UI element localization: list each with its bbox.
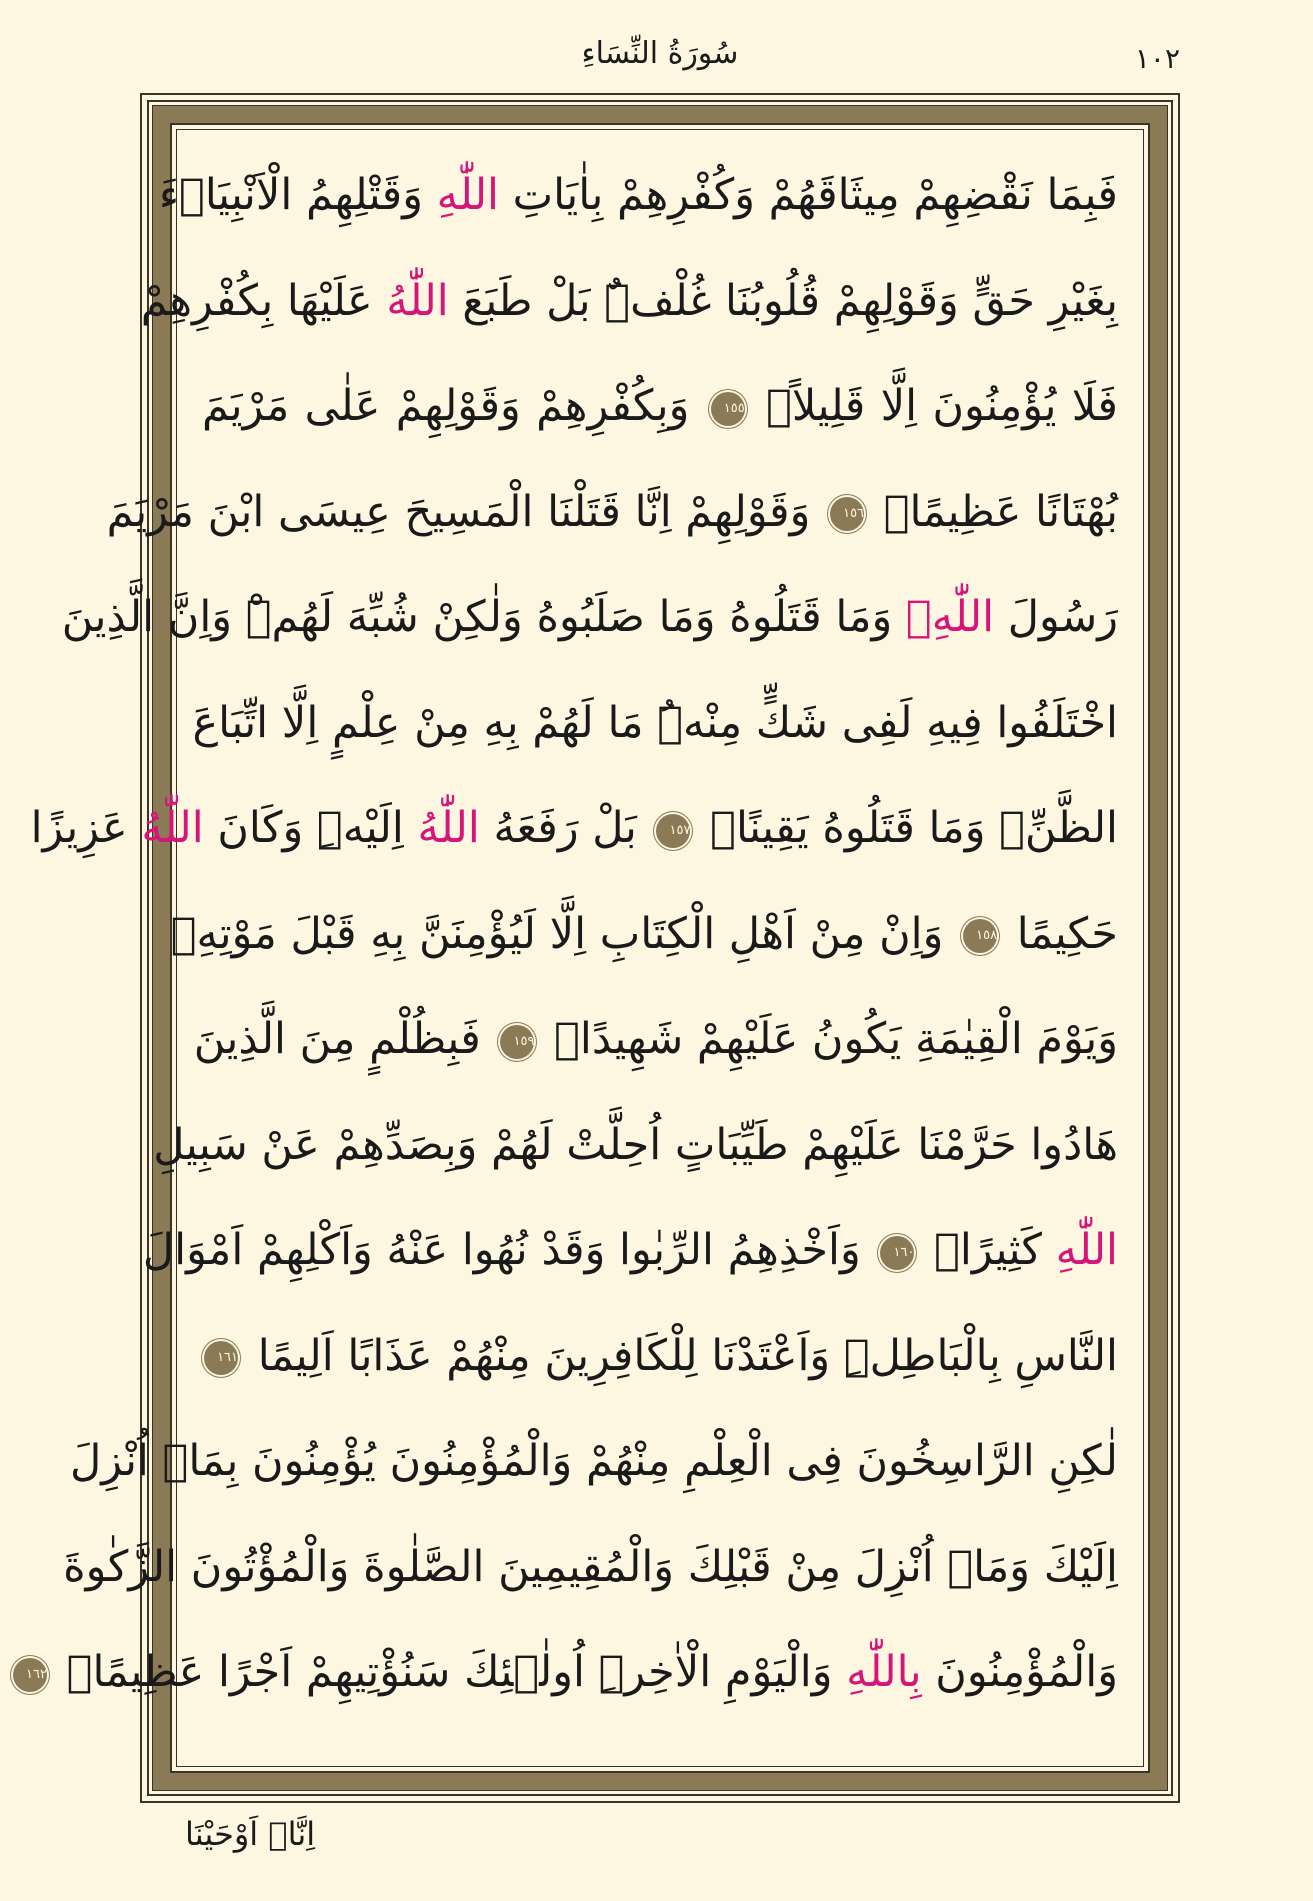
ayah-number-marker: ١٥٥ — [711, 392, 745, 426]
ayah-number-marker: ١٥٨ — [963, 919, 997, 953]
divine-name: اللّٰهُ — [386, 275, 449, 326]
catchword: اِنَّاۤ اَوْحَيْنَا — [185, 1815, 316, 1853]
verse-text: اِلَيْهِۜ وَكَانَ — [203, 803, 418, 853]
verse-text: وَقَوْلِهِمْ اِنَّا قَتَلْنَا الْمَسِيحَ عِيسَى ابْنَ مَرْيَمَ — [106, 486, 825, 537]
verse-text: النَّاسِ بِالْبَاطِلِۜ وَاَعْتَدْنَا لِلْكَافِرِينَ مِنْهُمْ عَذَابًا اَلِيمًا — [244, 1330, 1118, 1381]
text-line — [142, 1210, 1118, 1290]
verse-text: عَلَيْهَا بِكُفْرِهِمْ — [140, 275, 387, 326]
verse-text: الظَّنِّۚ وَمَا قَتَلُوهُ يَقِينًاۙ — [696, 803, 1118, 853]
text-line — [30, 788, 1118, 868]
verse-text: ۚ وَمَا قَتَلُوهُ وَمَا صَلَبُوهُ وَلٰكِنْ شُبِّهَ لَهُمْۜ وَاِنَّ الَّذِينَ — [61, 592, 906, 642]
surah-title: سُورَةُ النِّسَاءِ — [581, 36, 739, 71]
verse-text: حَكِيمًا — [1003, 908, 1118, 959]
verse-text: وَيَوْمَ الْقِيٰمَةِ يَكُونُ عَلَيْهِمْ شَهِيدًاۚ — [540, 1014, 1118, 1064]
divine-name: اللّٰهُ — [417, 803, 480, 853]
verse-text: وَاِنْ مِنْ اَهْلِ الْكِتَابِ اِلَّا لَيُؤْمِنَنَّ بِهِ قَبْلَ مَوْتِهِۚ — [170, 908, 958, 959]
verse-text: اخْتَلَفُوا فِيهِ لَفِى شَكٍّ مِنْهُۜ مَا لَهُمْ بِهِ مِنْ عِلْمٍ اِلَّا اتِّبَاعَ — [192, 697, 1118, 748]
verse-text: وَالْيَوْمِ الْاٰخِرِۜ اُولٰۤئِكَ سَنُؤْتِيهِمْ اَجْرًا عَظِيمًاࣖ — [52, 1647, 847, 1697]
text-line — [153, 1105, 1118, 1185]
ayah-number-marker: ١٥٩ — [500, 1025, 534, 1059]
text-line — [170, 894, 1118, 974]
text-line — [202, 366, 1118, 446]
divine-name: اللّٰهِ — [905, 592, 995, 642]
verse-text: بَلْ رَفَعَهُ — [479, 803, 651, 853]
verse-text: كَثِيرًاۙ — [920, 1225, 1056, 1275]
ayah-number-marker: ١٦٢ — [13, 1658, 47, 1692]
text-line — [70, 1421, 1118, 1501]
divine-name: بِاللّٰهِ — [846, 1647, 922, 1697]
divine-name: اللّٰهِ — [1055, 1225, 1118, 1275]
verse-text: فَلَا يُؤْمِنُونَ اِلَّا قَلِيلاًۖ — [750, 381, 1118, 431]
ayah-number-marker: ١٥٦ — [830, 497, 864, 531]
ayah-number-marker: ١٥٧ — [656, 814, 690, 848]
verse-text: عَزِيزًا — [30, 803, 142, 853]
verse-text: وَاَخْذِهِمُ الرِّبٰوا وَقَدْ نُهُوا عَنْهُ وَاَكْلِهِمْ اَمْوَالَ — [142, 1225, 875, 1275]
divine-name: اللّٰهِ — [436, 170, 499, 220]
text-line — [106, 472, 1118, 552]
verse-text: فَبِظُلْمٍ مِنَ الَّذِينَ — [193, 1014, 495, 1064]
text-line — [140, 261, 1118, 341]
ayah-number-marker: ١٦٠ — [880, 1236, 914, 1270]
quran-text-block — [26, 155, 1118, 1741]
text-line — [192, 683, 1118, 763]
text-line — [26, 1632, 1118, 1712]
page-number: ١٠٢ — [1134, 42, 1180, 75]
verse-text: وَالْمُؤْمِنُونَ — [921, 1647, 1118, 1697]
verse-text: اِلَيْكَ وَمَاۤ اُنْزِلَ مِنْ قَبْلِكَ وَالْمُقِيمِينَ الصَّلٰوةَ وَالْمُؤْتُونَ الزَّكٰوةَ — [63, 1541, 1118, 1592]
text-line — [158, 155, 1118, 235]
verse-text: لٰكِنِ الرَّاسِخُونَ فِى الْعِلْمِ مِنْهُمْ وَالْمُؤْمِنُونَ يُؤْمِنُونَ بِمَاۤ اُنْزِلَ — [70, 1436, 1118, 1486]
text-line — [63, 1527, 1118, 1607]
ayah-number-marker: ١٦١ — [204, 1341, 238, 1375]
verse-text: هَادُوا حَرَّمْنَا عَلَيْهِمْ طَيِّبَاتٍ اُحِلَّتْ لَهُمْ وَبِصَدِّهِمْ عَنْ سَبِيلِ — [153, 1119, 1118, 1170]
verse-text: بِغَيْرِ حَقٍّ وَقَوْلِهِمْ قُلُوبُنَا غُلْفٌۜ بَلْ طَبَعَ — [448, 275, 1118, 326]
verse-text: وَبِكُفْرِهِمْ وَقَوْلِهِمْ عَلٰى مَرْيَمَ — [202, 381, 705, 431]
divine-name: اللّٰهُ — [141, 803, 204, 853]
page-frame — [26, 93, 1180, 1803]
page-header — [140, 28, 1180, 88]
verse-text: وَقَتْلِهِمُ الْاَنْبِيَاۤءَ — [158, 170, 437, 220]
verse-text: فَبِمَا نَقْضِهِمْ مِيثَاقَهُمْ وَكُفْرِهِمْ بِاٰيَاتِ — [499, 170, 1118, 220]
verse-text: رَسُولَ — [994, 592, 1118, 642]
text-line — [202, 1316, 1118, 1396]
text-line — [193, 999, 1118, 1079]
verse-text: بُهْتَانًا عَظِيمًاۙ — [870, 486, 1118, 537]
text-line — [61, 577, 1118, 657]
